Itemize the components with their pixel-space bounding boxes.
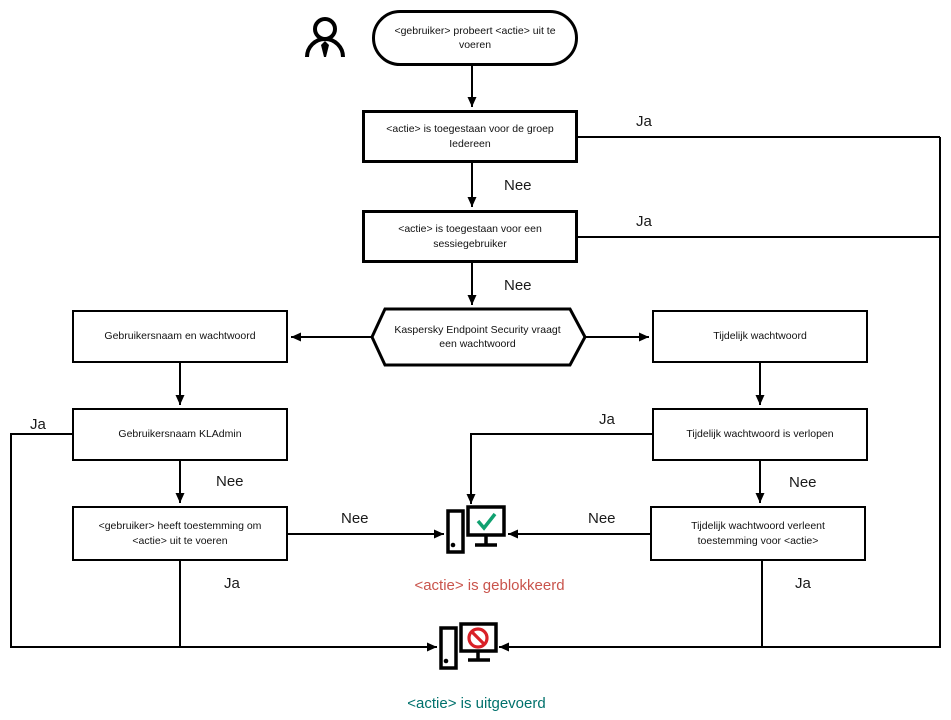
- edge-label-nee-group: Nee: [504, 177, 532, 194]
- node-temporary-password: Tijdelijk wachtwoord: [652, 310, 868, 363]
- node-user-has-permission: <gebruiker> heeft toestemming om <actie> uit te voeren: [72, 506, 288, 561]
- edge-expired-ja: [471, 434, 652, 504]
- edge-label-nee-grants: Nee: [588, 510, 616, 527]
- edge-label-ja-expired: Ja: [599, 411, 615, 428]
- edge-label-ja-group: Ja: [636, 113, 652, 130]
- node-username-kladmin: Gebruikersnaam KLAdmin: [72, 408, 288, 461]
- node-group-allowed: <actie> is toegestaan voor de groep Iedereen: [362, 110, 578, 163]
- node-temp-password-grants: Tijdelijk wachtwoord verleent toestemming voor <actie>: [650, 506, 866, 561]
- start-node: <gebruiker> probeert <actie> uit te voeren: [372, 10, 578, 66]
- node-temp-password-expired: Tijdelijk wachtwoord is verlopen: [652, 408, 868, 461]
- edge-label-ja-grants: Ja: [795, 575, 811, 592]
- edge-label-ja-permission: Ja: [224, 575, 240, 592]
- outcome-executed-text: <actie> is uitgevoerd: [407, 695, 546, 712]
- computer-prohibited-icon: [441, 624, 496, 668]
- computer-check-icon: [448, 507, 504, 552]
- edge-label-nee-kladmin: Nee: [216, 473, 244, 490]
- prohibited-icon: [469, 629, 487, 647]
- node-username-password: Gebruikersnaam en wachtwoord: [72, 310, 288, 363]
- edge-label-nee-expired: Nee: [789, 474, 817, 491]
- person-icon: [307, 19, 343, 57]
- edge-label-ja-kladmin: Ja: [30, 416, 46, 433]
- edge-label-nee-permission: Nee: [341, 510, 369, 527]
- outcome-blocked-text: <actie> is geblokkeerd: [414, 577, 565, 594]
- node-password-prompt: Kaspersky Endpoint Security vraagt een wachtwoord: [394, 323, 561, 350]
- edge-label-ja-session: Ja: [636, 213, 652, 230]
- edge-label-nee-session: Nee: [504, 277, 532, 294]
- node-session-allowed: <actie> is toegestaan voor een sessiegebruiker: [362, 210, 578, 263]
